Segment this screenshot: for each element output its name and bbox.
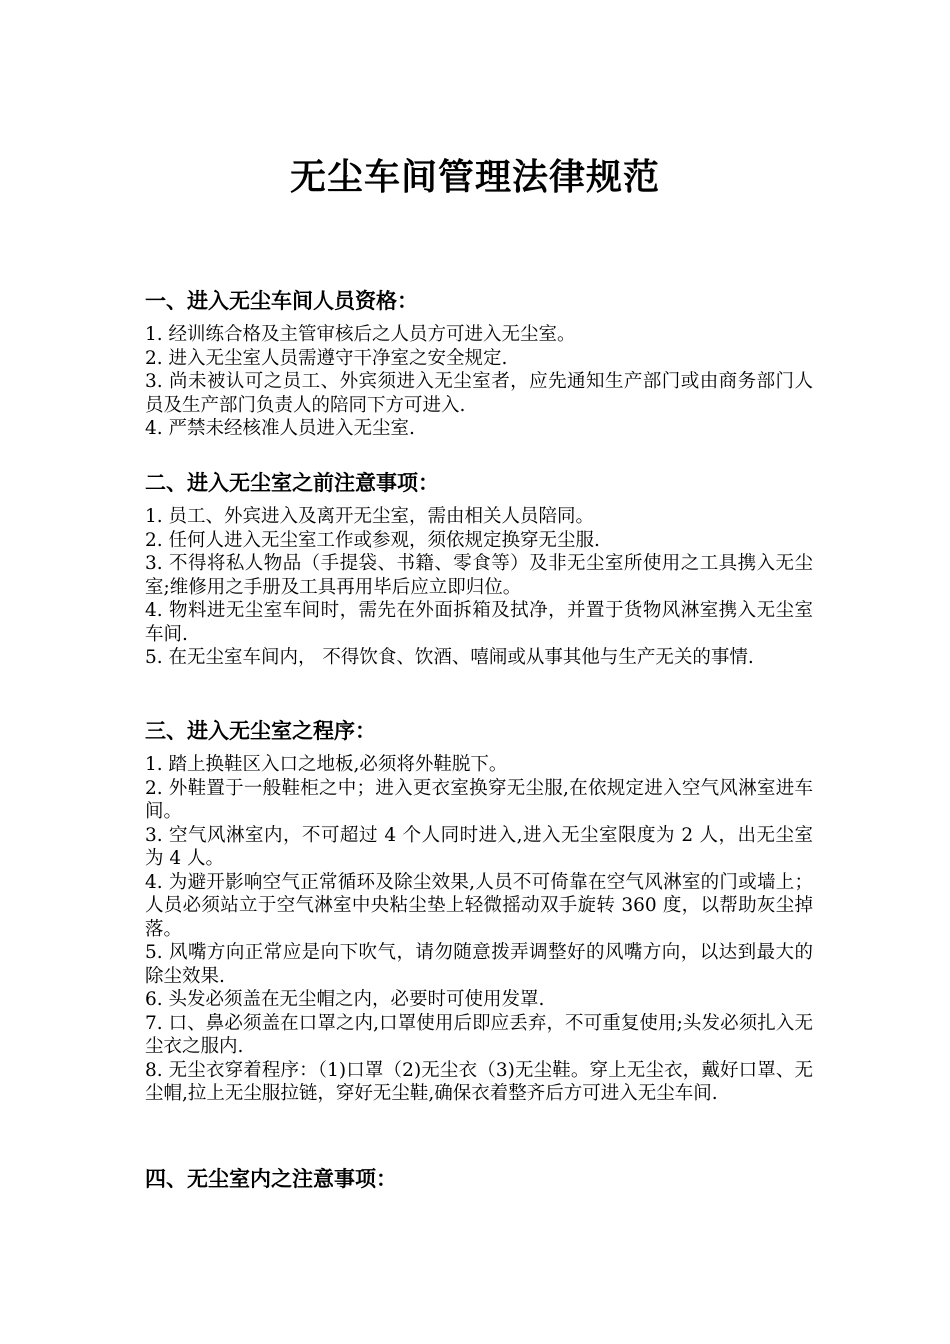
section-personnel-qualification: [145, 284, 813, 449]
list-item: 2. 外鞋置于一般鞋柜之中；进入更衣室换穿无尘服,在依规定进入空气风淋室进车间。: [145, 777, 813, 822]
list-item: 3. 尚未被认可之员工、外宾须进入无尘室者，应先通知生产部门或由商务部门人员及生产部门负责人的陪同下方可进入.: [145, 371, 813, 416]
list-item: 5. 在无尘室车间内， 不得饮食、饮酒、嘻闹或从事其他与生产无关的事情.: [145, 647, 754, 668]
list-item: 1. 经训练合格及主管审核后之人员方可进入无尘室。: [145, 324, 576, 345]
section-heading: 三、进入无尘室之程序：: [145, 719, 376, 743]
list-item: 8. 无尘衣穿着程序：（1)口罩（2)无尘衣（3)无尘鞋。穿上无尘衣，戴好口罩、无尘帽,拉上无尘服拉链，穿好无尘鞋,确保衣着整齐后方可进入无尘车间.: [145, 1059, 813, 1104]
list-item: 2. 任何人进入无尘室工作或参观，须依规定换穿无尘服.: [145, 529, 600, 551]
list-item: 4. 为避开影响空气正常循环及除尘效果,人员不可倚靠在空气风淋室的门或墙上；人员必须站立于空气淋室中央粘尘垫上轻微摇动双手旋转 360 度，以帮助灰尘掉落。: [145, 871, 813, 940]
list-item: 5. 风嘴方向正常应是向下吹气，请勿随意拨弄调整好的风嘴方向，以达到最大的除尘效果.: [145, 942, 813, 987]
section-in-room-notes: [145, 1162, 813, 1201]
list-item: 6. 头发必须盖在无尘帽之内，必要时可使用发罩.: [145, 989, 545, 1010]
list-item: 2. 进入无尘室人员需遵守干净室之安全规定.: [145, 347, 508, 369]
list-item: 1. 踏上换鞋区入口之地板,必须将外鞋脱下。: [145, 754, 508, 775]
section-pre-entry-notes: [145, 466, 813, 678]
list-item: 3. 不得将私人物品（手提袋、书籍、零食等）及非无尘室所使用之工具携入无尘室;维修用之手册及工具再用毕后应立即归位。: [145, 553, 813, 598]
section-heading: 二、进入无尘室之前注意事项：: [145, 471, 439, 495]
section-entry-procedure: [145, 714, 813, 1114]
list-item: 3. 空气风淋室内，不可超过 4 个人同时进入,进入无尘室限度为 2 人，出无尘室为 4 人。: [145, 824, 813, 869]
list-item: 7. 口、鼻必须盖在口罩之内,口罩使用后即应丢弃，不可重复使用;头发必须扎入无尘衣之服内.: [145, 1012, 813, 1057]
section-heading: 四、无尘室内之注意事项：: [145, 1167, 397, 1191]
section-item-list: [145, 505, 813, 670]
section-item-list: [145, 753, 813, 1106]
document-title: 无尘车间管理法律规范: [289, 157, 660, 198]
list-item: 4. 物料进无尘室车间时，需先在外面拆箱及拭净，并置于货物风淋室携入无尘室车间.: [145, 600, 813, 645]
list-item: 4. 严禁未经核准人员进入无尘室.: [145, 418, 415, 439]
list-item: 1. 员工、外宾进入及离开无尘室，需由相关人员陪同。: [145, 506, 595, 527]
section-heading: 一、进入无尘车间人员资格：: [145, 289, 418, 313]
section-item-list: [145, 323, 813, 441]
